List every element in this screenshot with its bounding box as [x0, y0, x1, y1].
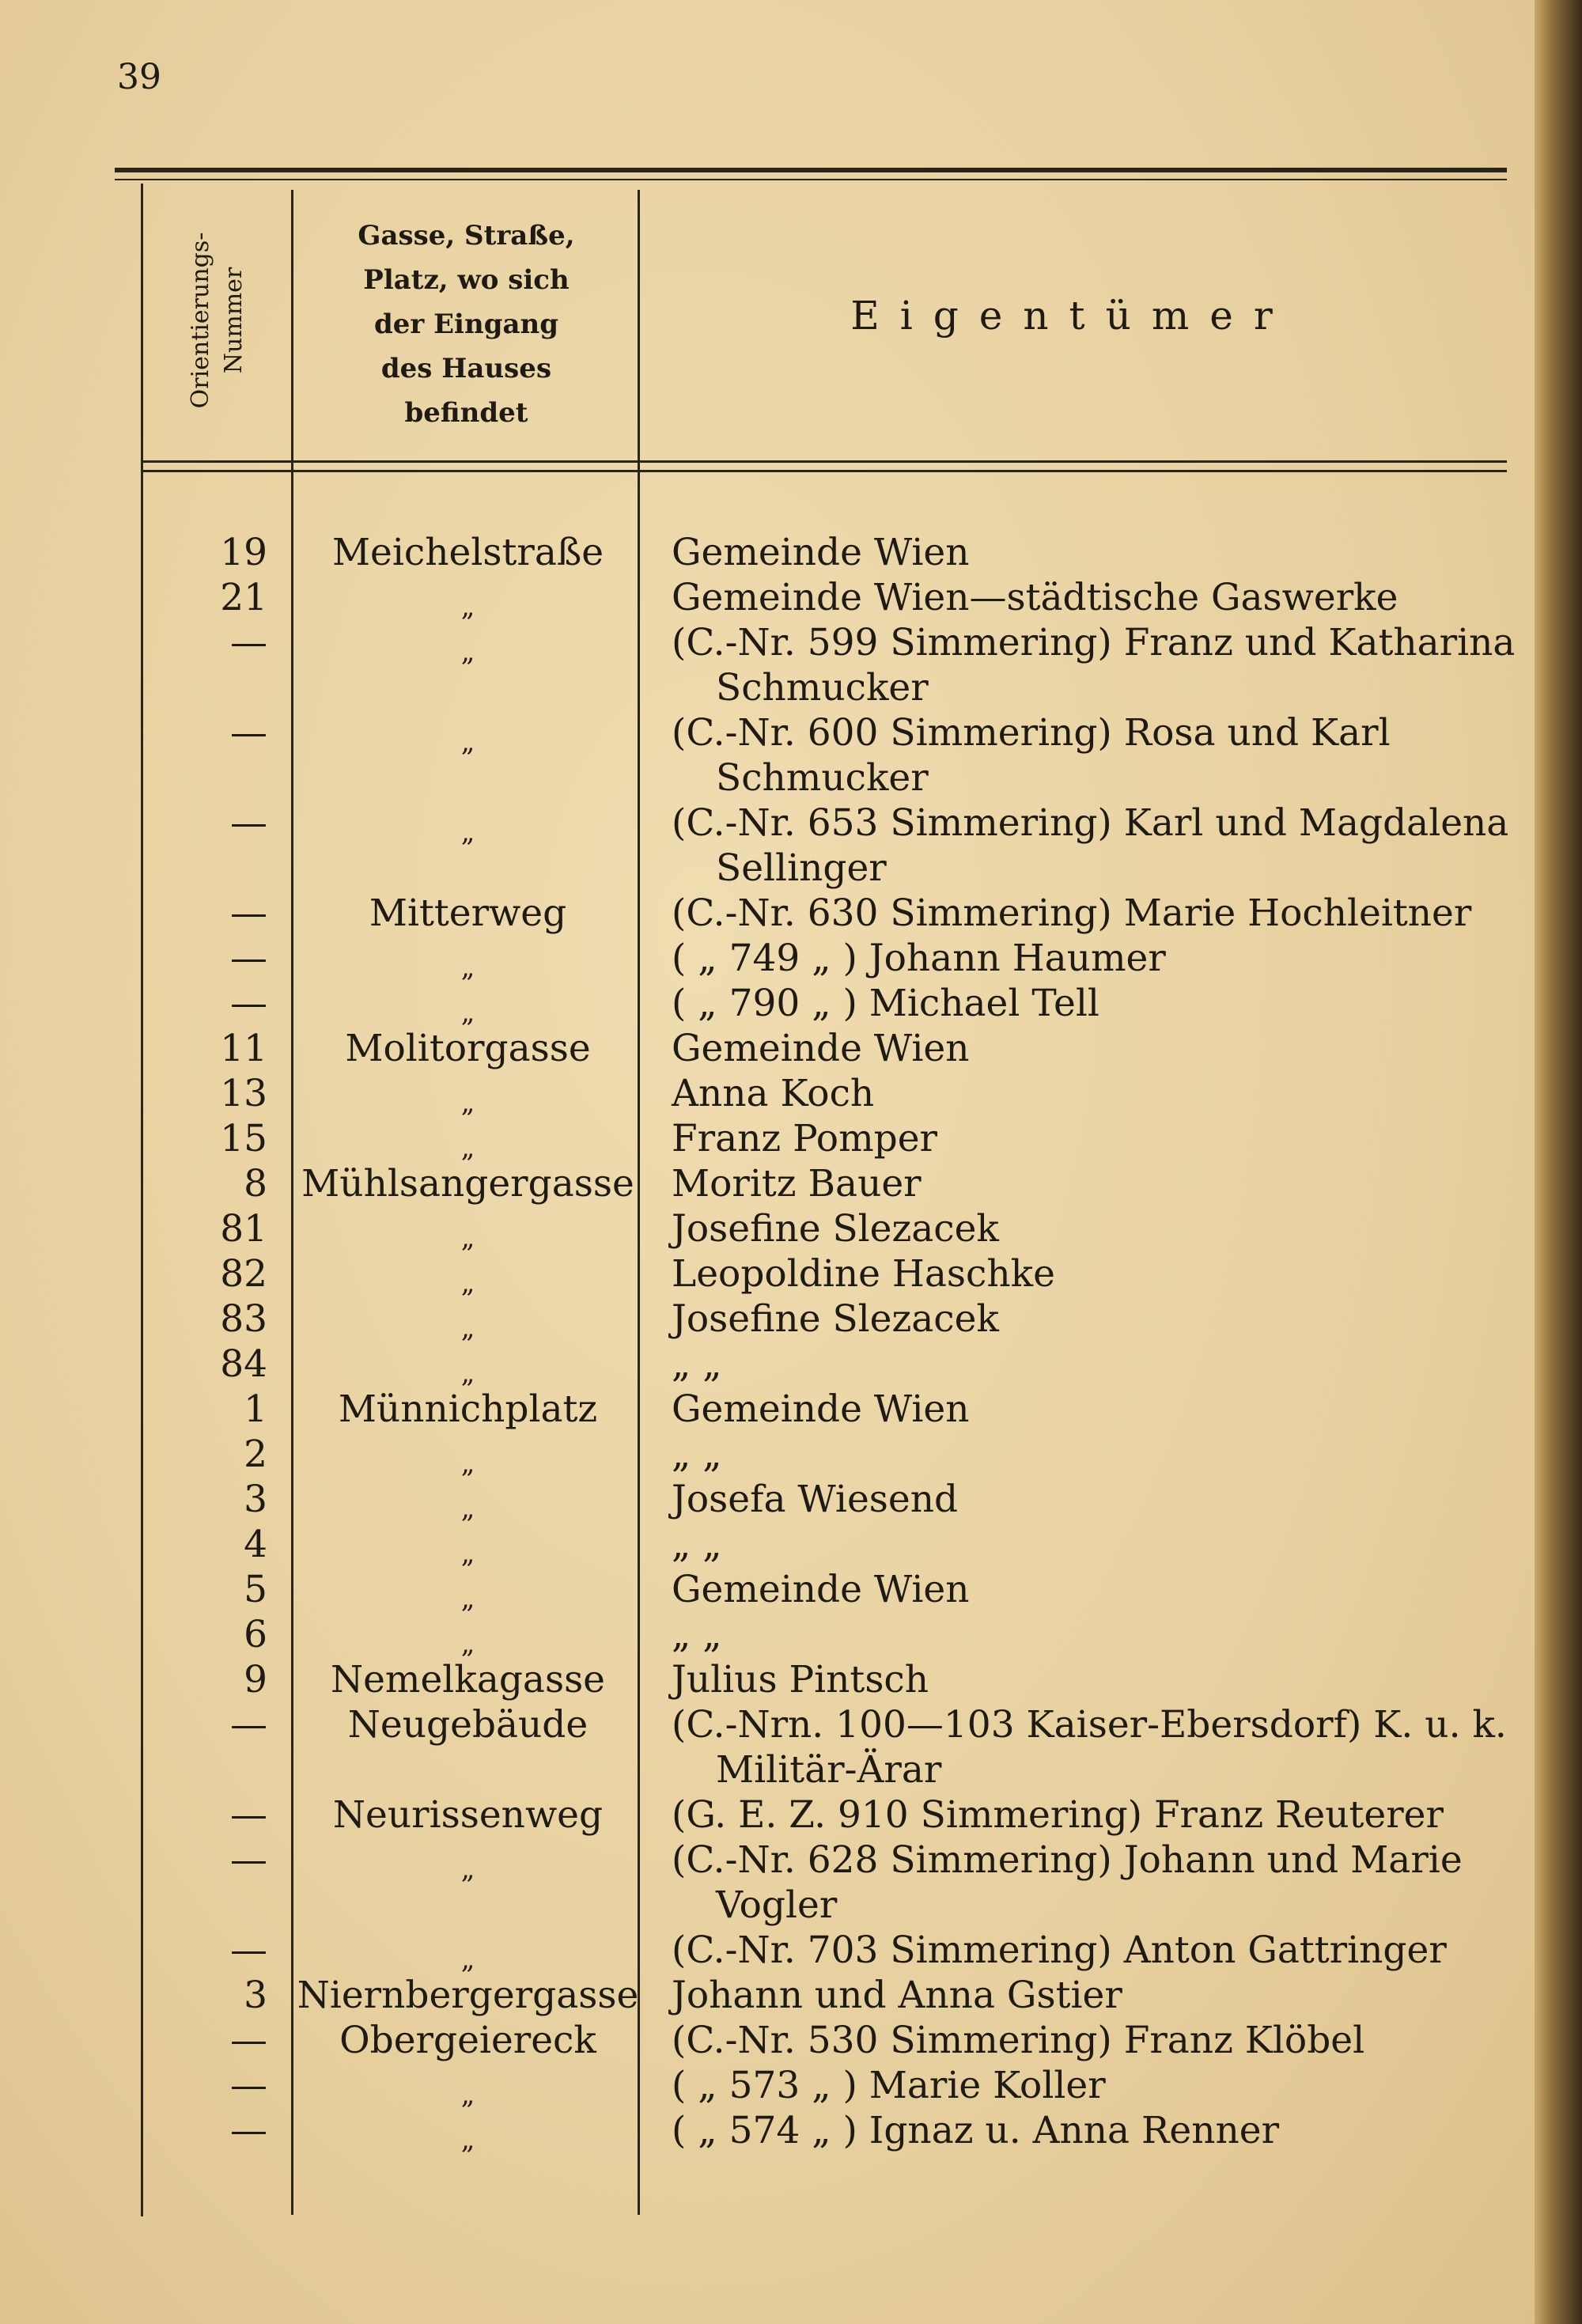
gasse-cell: „ — [460, 997, 475, 1028]
top-rule — [115, 168, 1507, 172]
owner-line: Leopoldine Haschke — [672, 1252, 1055, 1296]
owner-line: Gemeinde Wien—städtische Gaswerke — [672, 576, 1398, 619]
header-gasse — [294, 214, 638, 435]
owner-line: Gemeinde Wien — [672, 1027, 970, 1070]
owner-continuation-line: Schmucker — [716, 666, 929, 710]
gasse-cell: Molitorgasse — [345, 1027, 591, 1070]
owner-line: Josefine Slezacek — [672, 1297, 999, 1341]
owner-line: (C.-Nr. 630 Simmering) Marie Hochleitner — [672, 891, 1472, 935]
orientierungs-nummer — [0, 1477, 291, 1522]
orientierungs-nummer — [0, 1206, 291, 1251]
eigentuemer-cell — [648, 1657, 1502, 1702]
owner-continuation-line: Vogler — [716, 1883, 838, 1927]
orientierungs-nummer — [0, 1838, 291, 1883]
nummer-text: 4 — [244, 1523, 267, 1566]
table-row — [0, 2063, 1550, 2108]
orientierungs-nummer — [0, 1387, 291, 1432]
table-row — [0, 1342, 1550, 1387]
owner-line: „ „ — [672, 1613, 722, 1656]
gasse-cell: Obergeiereck — [339, 2019, 596, 2062]
nummer-text: 3 — [244, 1974, 267, 2017]
orientierungs-nummer — [0, 981, 291, 1026]
owner-line: ( „ 749 „ ) Johann Haumer — [672, 937, 1166, 980]
gasse-cell: „ — [460, 2124, 475, 2156]
gasse-cell: Mühlsangergasse — [301, 1162, 634, 1206]
eigentuemer-cell — [648, 801, 1509, 891]
eigentuemer-cell — [648, 1432, 1502, 1477]
nummer-text: 6 — [244, 1613, 267, 1656]
gasse-cell: „ — [460, 2079, 475, 2110]
gasse-cell: „ — [460, 816, 475, 848]
orientierungs-nummer — [0, 1432, 291, 1477]
eigentuemer-cell — [648, 1612, 1502, 1657]
table-row — [0, 1071, 1550, 1116]
gasse-cell: „ — [460, 1628, 475, 1660]
table-row — [0, 936, 1550, 981]
gasse-cell: Neurissenweg — [332, 1793, 604, 1837]
eigentuemer-cell — [648, 981, 1502, 1026]
nummer-text: — — [230, 1793, 267, 1837]
nummer-text: — — [230, 1928, 267, 1972]
orientierungs-nummer — [0, 710, 291, 755]
table-row — [0, 1612, 1550, 1660]
eigentuemer-cell — [648, 575, 1502, 620]
header-eigentuemer: Eigentümer — [850, 293, 1293, 339]
orientierungs-nummer — [0, 2108, 291, 2153]
eigentuemer-cell — [648, 1792, 1502, 1838]
eigentuemer-cell — [648, 1973, 1502, 2018]
eigentuemer-cell — [648, 1071, 1502, 1116]
owner-line: Johann und Anna Gstier — [672, 1974, 1122, 2017]
header-nummer-line2: Nummer — [220, 267, 248, 374]
orientierungs-nummer — [0, 1342, 291, 1387]
orientierungs-nummer — [0, 1702, 291, 1747]
table-row — [0, 1522, 1550, 1567]
eigentuemer-cell — [648, 1026, 1502, 1071]
page-number: 39 — [117, 57, 161, 97]
header-nummer-line1: Orientierungs- — [187, 232, 214, 409]
eigentuemer-cell — [648, 1206, 1502, 1251]
orientierungs-nummer — [0, 2018, 291, 2063]
table-row — [0, 1657, 1550, 1702]
eigentuemer-cell — [648, 891, 1502, 936]
gasse-cell: „ — [460, 636, 475, 668]
gasse-cell: Meichelstraße — [331, 531, 604, 574]
owner-continuation-line: Sellinger — [716, 846, 887, 890]
owner-continuation-line: Militär-Ärar — [716, 1748, 942, 1792]
owner-line: „ „ — [672, 1342, 722, 1386]
nummer-text: 83 — [220, 1297, 267, 1341]
gasse-cell: „ — [460, 1267, 475, 1299]
nummer-text: 13 — [220, 1072, 267, 1115]
gasse-cell: Niernbergergasse — [297, 1974, 639, 2017]
gasse-cell: „ — [460, 1448, 475, 1479]
table-row — [0, 1973, 1550, 2018]
orientierungs-nummer — [0, 2063, 291, 2108]
nummer-text: — — [230, 2064, 267, 2107]
owner-line: Josefa Wiesend — [672, 1478, 959, 1521]
table-row — [0, 1026, 1550, 1071]
header-nummer — [142, 190, 293, 451]
owner-line: Julius Pintsch — [672, 1658, 929, 1701]
nummer-text: 15 — [220, 1117, 267, 1160]
eigentuemer-cell — [648, 1116, 1502, 1161]
nummer-text: 11 — [220, 1027, 267, 1070]
header-gasse-line: Platz, wo sich — [363, 264, 570, 296]
owner-line: Gemeinde Wien — [672, 1568, 970, 1611]
owner-line: ( „ 573 „ ) Marie Koller — [672, 2064, 1106, 2107]
owner-line: Moritz Bauer — [672, 1162, 922, 1206]
orientierungs-nummer — [0, 801, 291, 846]
orientierungs-nummer — [0, 575, 291, 620]
nummer-text: — — [230, 801, 267, 845]
table-row — [0, 1387, 1550, 1432]
nummer-text: 21 — [220, 576, 267, 619]
eigentuemer-cell — [648, 1838, 1502, 1928]
nummer-text: — — [230, 1703, 267, 1747]
eigentuemer-cell — [648, 1567, 1502, 1612]
owner-line: Franz Pomper — [672, 1117, 938, 1160]
gasse-cell: „ — [460, 952, 475, 983]
owner-line: „ „ — [672, 1523, 722, 1566]
header-gasse-line: des Hauses — [380, 353, 552, 384]
nummer-text: — — [230, 937, 267, 980]
owner-continuation-line: Schmucker — [716, 756, 929, 800]
gasse-cell: „ — [460, 1853, 475, 1885]
header-gasse-line: der Eingang — [373, 308, 558, 340]
gasse-cell: „ — [460, 1493, 475, 1524]
nummer-text: 84 — [220, 1342, 267, 1386]
table-row — [0, 710, 1550, 801]
gasse-cell: „ — [460, 1312, 475, 1344]
table-row — [0, 801, 1550, 891]
owner-line: (C.-Nr. 653 Simmering) Karl und Magdalena — [672, 801, 1509, 845]
table-row — [0, 2018, 1550, 2063]
eigentuemer-cell — [648, 936, 1502, 981]
owner-line: (C.-Nr. 628 Simmering) Johann und Marie — [672, 1838, 1463, 1882]
owner-line: ( „ 790 „ ) Michael Tell — [672, 982, 1099, 1025]
eigentuemer-cell — [648, 1387, 1502, 1432]
owner-line: ( „ 574 „ ) Ignaz u. Anna Renner — [672, 2109, 1280, 2152]
header-gasse-line: befindet — [404, 397, 528, 429]
nummer-text: — — [230, 711, 267, 755]
top-rule-thin — [115, 179, 1507, 180]
eigentuemer-cell — [648, 1342, 1502, 1387]
orientierungs-nummer — [0, 1973, 291, 2018]
gasse-cell: „ — [460, 1222, 475, 1254]
eigentuemer-cell — [648, 2108, 1502, 2153]
gasse-cell: „ — [460, 1357, 475, 1389]
table-row — [0, 1251, 1550, 1299]
nummer-text: 82 — [220, 1252, 267, 1296]
table-row — [0, 2108, 1550, 2156]
table-row — [0, 1432, 1550, 1477]
nummer-text: — — [230, 982, 267, 1025]
owner-line: (C.-Nr. 600 Simmering) Rosa und Karl — [672, 711, 1391, 755]
header-gasse-line: Gasse, Straße, — [358, 220, 575, 252]
nummer-text: 3 — [244, 1478, 267, 1521]
nummer-text: — — [230, 1838, 267, 1882]
orientierungs-nummer — [0, 620, 291, 665]
nummer-text: 8 — [244, 1162, 267, 1206]
owner-line: Gemeinde Wien — [672, 531, 970, 574]
gasse-cell: „ — [460, 1538, 475, 1569]
nummer-text: — — [230, 2019, 267, 2062]
table-row — [0, 1477, 1550, 1522]
table-row — [0, 981, 1550, 1026]
header-rule — [142, 460, 1507, 463]
owner-line: (C.-Nr. 530 Simmering) Franz Klöbel — [672, 2019, 1365, 2062]
owner-line: „ „ — [672, 1433, 722, 1476]
table-row — [0, 1792, 1550, 1838]
nummer-text: 1 — [244, 1387, 267, 1431]
orientierungs-nummer — [0, 1612, 291, 1657]
table-row — [0, 620, 1550, 710]
gasse-cell: „ — [460, 1944, 475, 1975]
owner-line: Josefine Slezacek — [672, 1207, 999, 1251]
nummer-text: 2 — [244, 1433, 267, 1476]
orientierungs-nummer — [0, 1522, 291, 1567]
nummer-text: 19 — [220, 531, 267, 574]
nummer-text: — — [230, 2109, 267, 2152]
owner-line: Gemeinde Wien — [672, 1387, 970, 1431]
owner-line: (C.-Nr. 599 Simmering) Franz und Katharina — [672, 621, 1516, 664]
eigentuemer-cell — [648, 1251, 1502, 1296]
nummer-text: — — [230, 891, 267, 935]
owner-line: (C.-Nrn. 100—103 Kaiser-Ebersdorf) K. u. k. — [672, 1703, 1507, 1747]
gasse-cell: „ — [460, 1132, 475, 1164]
gasse-cell: Münnichplatz — [338, 1387, 598, 1431]
orientierungs-nummer — [0, 530, 291, 575]
header-rule-thin — [142, 470, 1507, 472]
table-row — [0, 1702, 1550, 1792]
orientierungs-nummer — [0, 1026, 291, 1071]
table-row — [0, 1928, 1550, 1973]
owner-line: (C.-Nr. 703 Simmering) Anton Gattringer — [672, 1928, 1447, 1972]
eigentuemer-cell — [648, 1522, 1502, 1567]
eigentuemer-cell — [648, 1296, 1502, 1342]
eigentuemer-cell — [648, 1928, 1502, 1973]
gasse-cell: „ — [460, 1583, 475, 1614]
orientierungs-nummer — [0, 1296, 291, 1342]
orientierungs-nummer — [0, 1251, 291, 1296]
eigentuemer-cell — [648, 2018, 1502, 2063]
nummer-text: 9 — [244, 1658, 267, 1701]
gasse-cell: Mitterweg — [369, 891, 567, 935]
table-row — [0, 1296, 1550, 1342]
orientierungs-nummer — [0, 1928, 291, 1973]
nummer-text: — — [230, 621, 267, 664]
eigentuemer-cell — [648, 530, 1502, 575]
gasse-cell: „ — [460, 726, 475, 758]
eigentuemer-cell — [648, 1702, 1507, 1792]
eigentuemer-cell — [648, 1477, 1502, 1522]
table-row — [0, 1116, 1550, 1164]
eigentuemer-cell — [648, 2063, 1502, 2108]
eigentuemer-cell — [648, 1161, 1502, 1206]
gasse-cell: „ — [460, 591, 475, 623]
orientierungs-nummer — [0, 1071, 291, 1116]
orientierungs-nummer — [0, 891, 291, 936]
register-table-body — [0, 530, 1550, 2156]
table-row — [0, 1567, 1550, 1612]
eigentuemer-cell — [648, 710, 1502, 801]
table-row — [0, 891, 1550, 936]
gasse-cell: Neugebäude — [347, 1703, 589, 1747]
orientierungs-nummer — [0, 1657, 291, 1702]
orientierungs-nummer — [0, 1116, 291, 1161]
owner-line: Anna Koch — [672, 1072, 875, 1115]
orientierungs-nummer — [0, 1161, 291, 1206]
owner-line: (G. E. Z. 910 Simmering) Franz Reuterer — [672, 1793, 1444, 1837]
orientierungs-nummer — [0, 936, 291, 981]
table-row — [0, 1838, 1550, 1928]
table-row — [0, 575, 1550, 623]
nummer-text: 5 — [244, 1568, 267, 1611]
eigentuemer-cell — [648, 620, 1516, 710]
orientierungs-nummer — [0, 1567, 291, 1612]
nummer-text: 81 — [220, 1207, 267, 1251]
gasse-cell: Nemelkagasse — [330, 1658, 605, 1701]
table-row — [0, 1206, 1550, 1254]
gasse-cell: „ — [460, 1087, 475, 1118]
orientierungs-nummer — [0, 1792, 291, 1838]
table-row — [0, 530, 1550, 575]
table-row — [0, 1161, 1550, 1206]
